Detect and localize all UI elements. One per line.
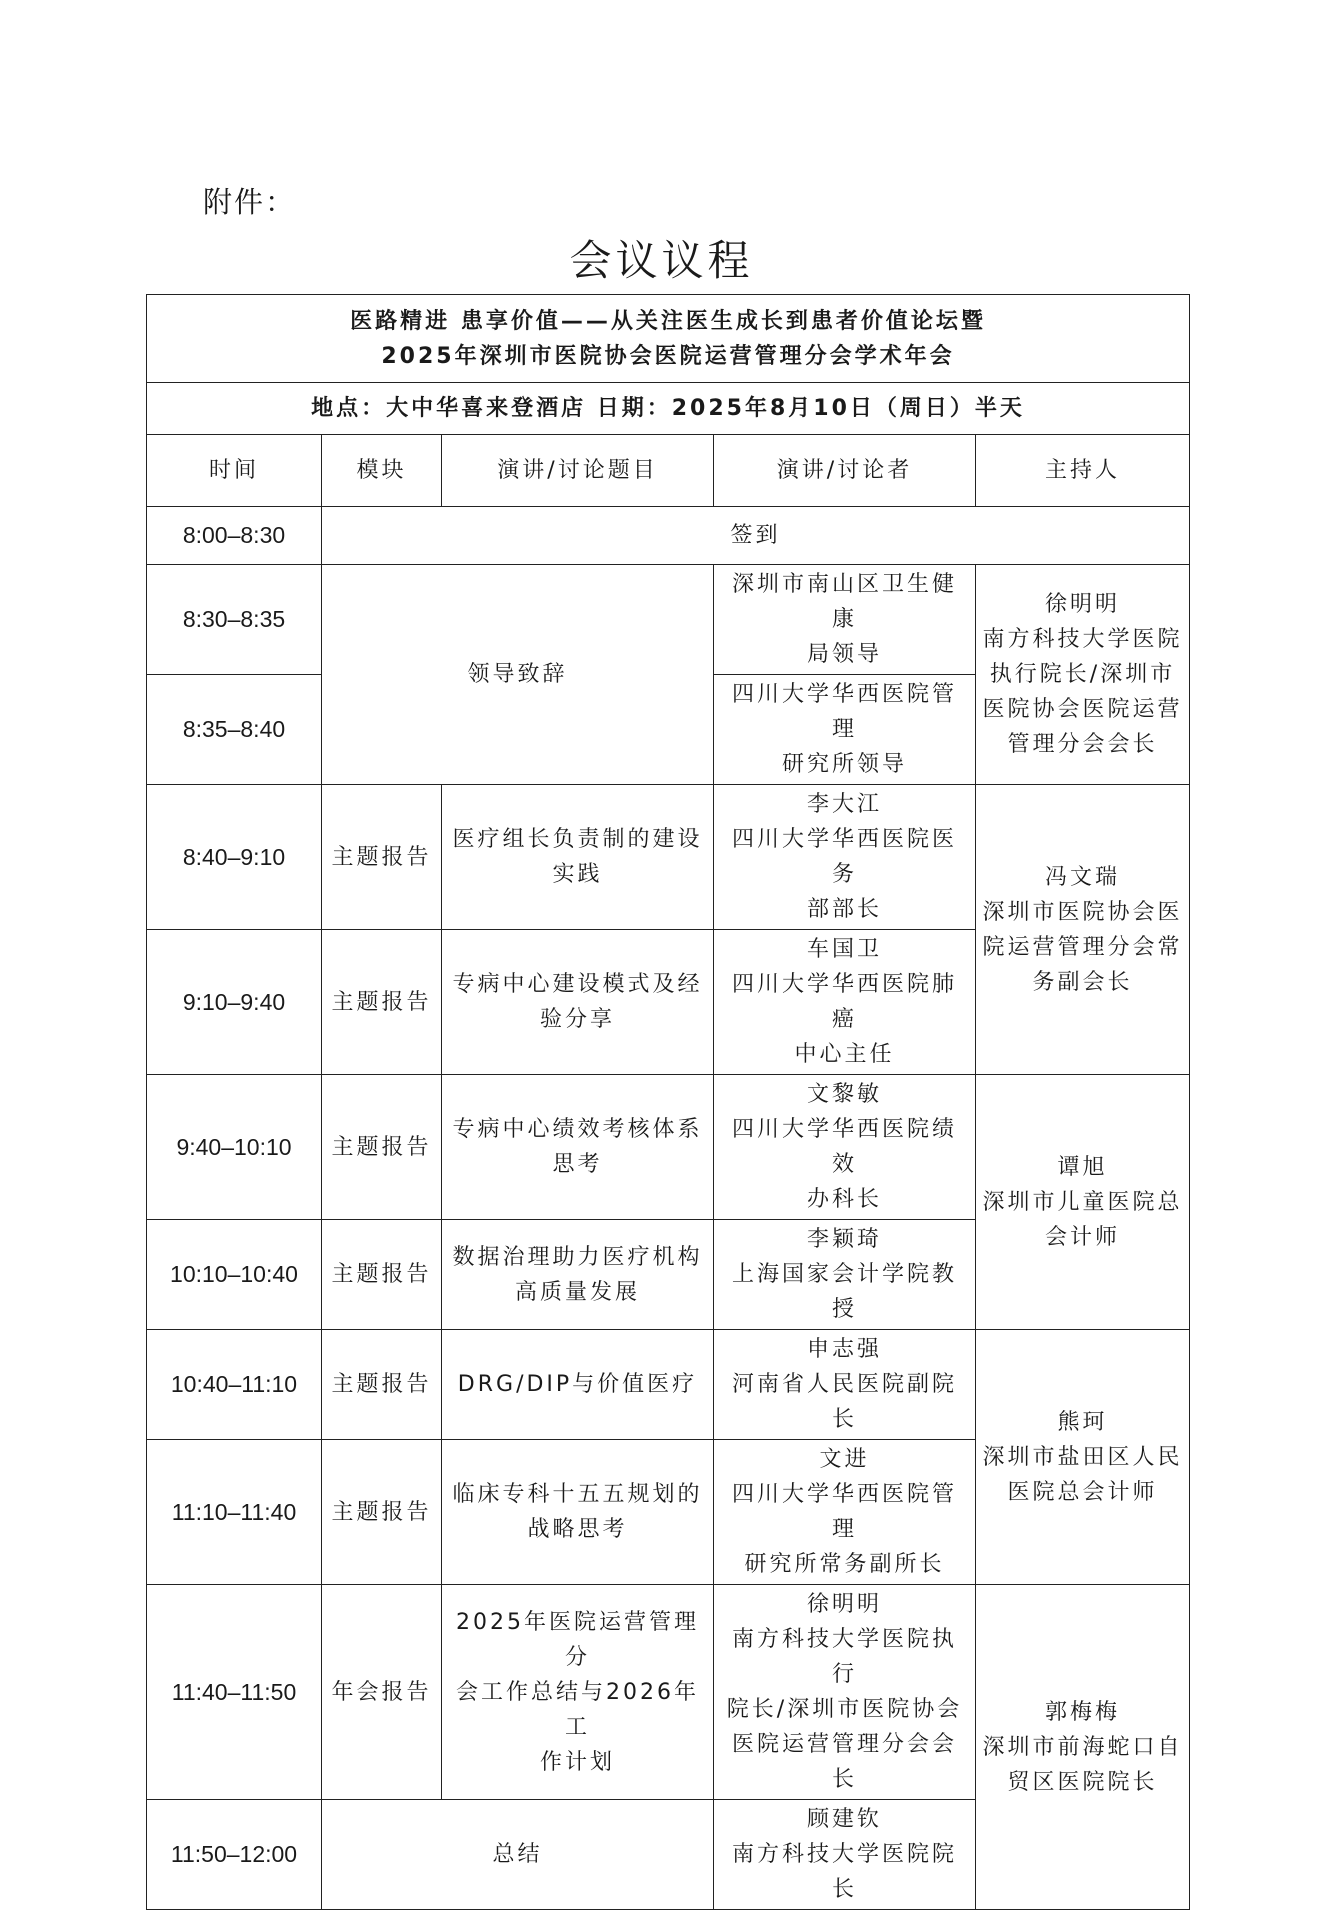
topic-cell (442, 1440, 714, 1585)
time-cell: 8:40–9:10 (147, 785, 322, 930)
speaker-line: 顾建钦 (806, 1807, 882, 1832)
speaker-line: 局领导 (806, 642, 882, 667)
topic-cell (442, 930, 714, 1075)
speaker-cell (714, 1220, 976, 1330)
forum-title-line1: 医路精进 患享价值——从关注医生成长到患者价值论坛暨 (350, 308, 986, 334)
topic-line: 战略思考 (527, 1517, 628, 1542)
speaker-line: 文进 (819, 1447, 870, 1472)
speaker-cell (714, 930, 976, 1075)
topic-line: 验分享 (539, 1007, 615, 1032)
topic-line: 高质量发展 (514, 1279, 640, 1305)
module-cell: 主题报告 (322, 1440, 442, 1585)
host-cell (976, 1075, 1190, 1330)
host-line: 徐明明 (1044, 592, 1120, 617)
topic-cell (442, 1330, 714, 1440)
topic-line: 临床专科十五五规划的 (452, 1482, 703, 1507)
host-cell (976, 785, 1190, 1075)
module-cell: 主题报告 (322, 1220, 442, 1330)
table-row (147, 1075, 1190, 1220)
topic-line: 医疗组长负责制的建设 (452, 827, 703, 852)
speaker-line: 研究所领导 (781, 752, 907, 777)
host-line: 谭旭 (1057, 1154, 1108, 1180)
speaker-line: 文黎敏 (806, 1082, 882, 1107)
speaker-line: 四川大学华西医院医务 (731, 827, 957, 887)
host-cell (976, 1330, 1190, 1585)
speaker-line: 四川大学华西医院管理 (731, 682, 957, 742)
speaker-line: 南方科技大学医院院长 (731, 1842, 957, 1902)
topic-line: 数据治理助力医疗机构 (452, 1244, 703, 1270)
host-line: 深圳市盐田区人民 (982, 1444, 1183, 1470)
speaker-line: 河南省人民医院副院长 (731, 1372, 957, 1432)
table-row (147, 785, 1190, 930)
table-row (147, 565, 1190, 675)
host-line: 医院协会医院运营 (982, 697, 1183, 722)
speaker-cell (714, 565, 976, 675)
header-host: 主持人 (976, 435, 1190, 507)
host-cell (976, 565, 1190, 785)
agenda-table (146, 294, 1190, 1910)
module-cell: 总结 (322, 1800, 714, 1910)
speaker-line: 中心主任 (794, 1042, 895, 1067)
host-line: 会计师 (1044, 1224, 1120, 1250)
topic-line: 专病中心绩效考核体系 (452, 1117, 703, 1142)
header-speaker: 演讲/讨论者 (714, 435, 976, 507)
header-module: 模块 (322, 435, 442, 507)
speaker-cell (714, 1330, 976, 1440)
speaker-cell (714, 1585, 976, 1800)
venue-date: 地点：大中华喜来登酒店 日期：2025年8月10日（周日）半天 (147, 383, 1190, 435)
host-line: 南方科技大学医院 (982, 627, 1183, 652)
topic-line: 思考 (552, 1152, 603, 1177)
speaker-line: 徐明明 (806, 1592, 882, 1617)
time-cell: 11:40–11:50 (147, 1585, 322, 1800)
host-line: 熊珂 (1057, 1409, 1108, 1435)
speaker-line: 四川大学华西医院绩效 (731, 1117, 957, 1177)
attachment-label: 附件： (203, 185, 297, 219)
time-cell: 10:10–10:40 (147, 1220, 322, 1330)
host-line: 冯文瑞 (1044, 864, 1120, 890)
table-row (147, 1330, 1190, 1440)
time-cell: 8:30–8:35 (147, 565, 322, 675)
module-cell: 主题报告 (322, 1330, 442, 1440)
time-cell: 8:00–8:30 (147, 507, 322, 565)
host-line: 深圳市医院协会医 (982, 899, 1183, 925)
speaker-cell (714, 785, 976, 930)
document-title: 会议议程 (569, 236, 754, 285)
host-line: 郭梅梅 (1044, 1699, 1120, 1725)
speaker-line: 申志强 (806, 1337, 882, 1362)
module-cell: 年会报告 (322, 1585, 442, 1800)
speaker-line: 李大江 (806, 792, 882, 817)
speaker-line: 部部长 (806, 897, 882, 922)
host-line: 执行院长/深圳市 (989, 662, 1176, 687)
header-row (147, 435, 1190, 507)
speaker-line: 院长/深圳市医院协会 (726, 1697, 963, 1722)
module-cell: 主题报告 (322, 1075, 442, 1220)
forum-title (147, 295, 1190, 383)
speaker-line: 办科长 (806, 1187, 882, 1212)
host-line: 深圳市儿童医院总 (982, 1189, 1183, 1215)
speaker-line: 上海国家会计学院教授 (731, 1262, 957, 1322)
topic-cell (442, 1220, 714, 1330)
topic-line: 2025年医院运营管理分 (456, 1609, 699, 1670)
host-line: 医院总会计师 (1007, 1479, 1158, 1505)
time-cell: 9:40–10:10 (147, 1075, 322, 1220)
topic-line: 专病中心建设模式及经 (452, 972, 703, 997)
topic-line: 实践 (552, 862, 603, 887)
time-cell: 8:35–8:40 (147, 675, 322, 785)
speaker-line: 四川大学华西医院肺癌 (731, 972, 957, 1032)
speaker-cell (714, 675, 976, 785)
speaker-cell (714, 1440, 976, 1585)
time-cell: 11:10–11:40 (147, 1440, 322, 1585)
checkin-cell: 签到 (322, 507, 1190, 565)
module-cell: 主题报告 (322, 930, 442, 1075)
speaker-cell (714, 1800, 976, 1910)
topic-line: 作计划 (539, 1749, 615, 1775)
host-line: 务副会长 (1032, 969, 1133, 995)
module-cell: 主题报告 (322, 785, 442, 930)
speaker-line: 四川大学华西医院管理 (731, 1482, 957, 1542)
header-time: 时间 (147, 435, 322, 507)
speaker-line: 南方科技大学医院执行 (731, 1627, 957, 1687)
header-topic: 演讲/讨论题目 (442, 435, 714, 507)
host-line: 管理分会会长 (1007, 732, 1158, 757)
speaker-line: 李颖琦 (806, 1227, 882, 1252)
topic-cell (442, 1075, 714, 1220)
speaker-line: 深圳市南山区卫生健康 (731, 572, 957, 632)
time-cell: 10:40–11:10 (147, 1330, 322, 1440)
time-cell: 11:50–12:00 (147, 1800, 322, 1910)
forum-title-line2: 2025年深圳市医院协会医院运营管理分会学术年会 (381, 343, 955, 369)
speaker-cell (714, 1075, 976, 1220)
speaker-line: 医院运营管理分会会长 (731, 1732, 957, 1792)
speaker-line: 研究所常务副所长 (744, 1552, 945, 1577)
table-row (147, 1585, 1190, 1800)
module-cell: 领导致辞 (322, 565, 714, 785)
host-line: 院运营管理分会常 (982, 934, 1183, 960)
time-cell: 9:10–9:40 (147, 930, 322, 1075)
host-cell (976, 1585, 1190, 1910)
speaker-line: 车国卫 (806, 937, 882, 962)
topic-line: 会工作总结与2026年工 (456, 1679, 699, 1740)
topic-cell (442, 1585, 714, 1800)
venue-row (147, 383, 1190, 435)
table-row (147, 507, 1190, 565)
host-line: 深圳市前海蛇口自 (982, 1734, 1183, 1760)
banner-row (147, 295, 1190, 383)
host-line: 贸区医院院长 (1007, 1769, 1158, 1795)
topic-line: DRG/DIP与价值医疗 (457, 1372, 698, 1397)
topic-cell (442, 785, 714, 930)
